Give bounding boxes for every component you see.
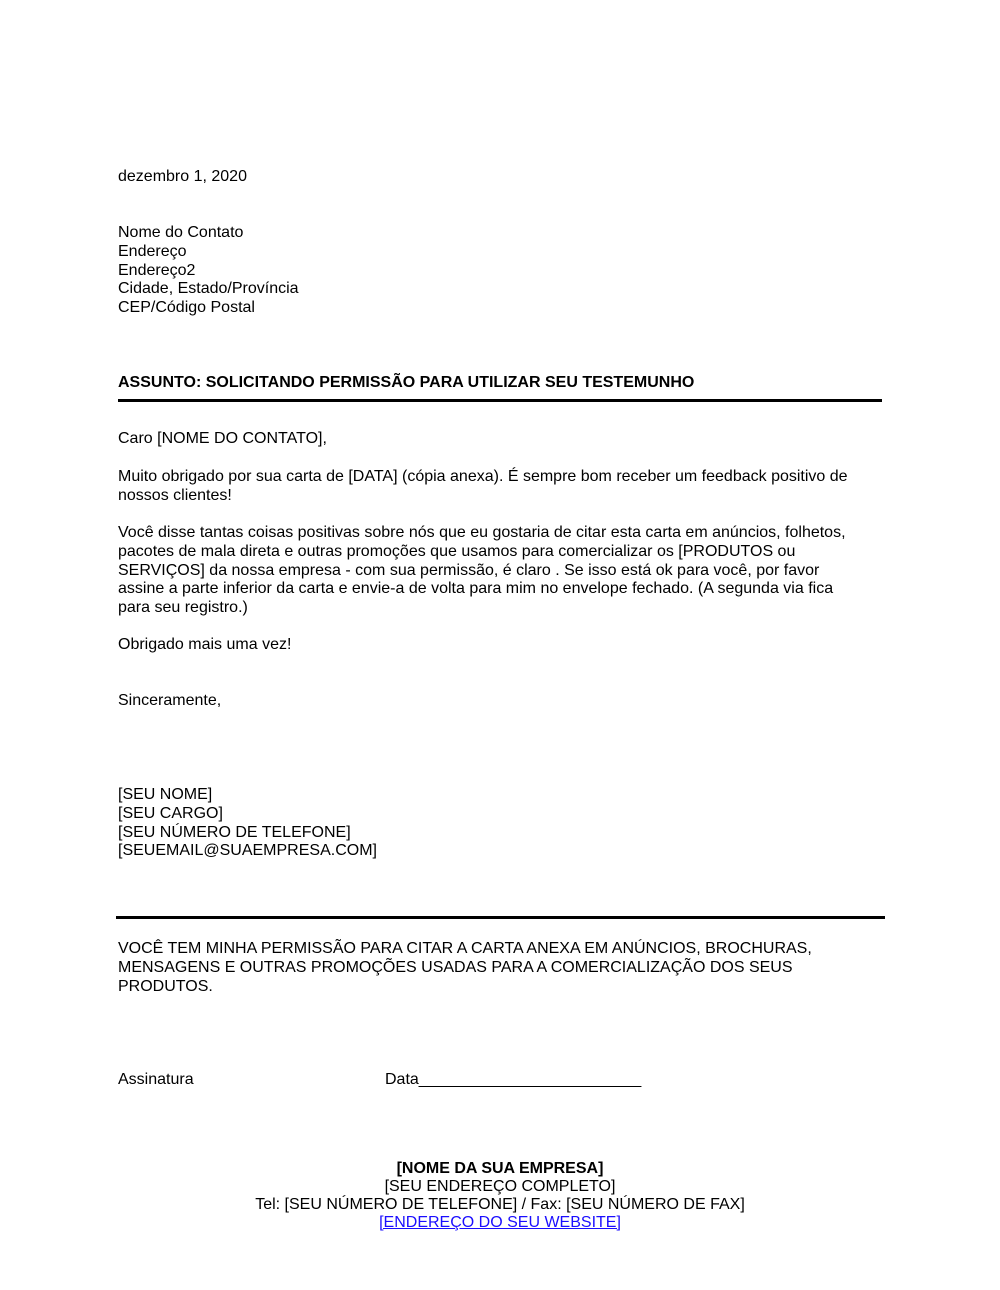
paragraph-2-line: para seu registro.)	[118, 599, 248, 617]
sender-phone: [SEU NÚMERO DE TELEFONE]	[118, 823, 351, 841]
subject-divider	[118, 399, 882, 402]
subject-line: ASSUNTO: SOLICITANDO PERMISSÃO PARA UTILIZAR SEU TESTEMUNHO	[118, 374, 695, 391]
company-footer	[0, 1160, 1000, 1232]
footer-company: [NOME DA SUA EMPRESA]	[396, 1160, 604, 1177]
sender-title: [SEU CARGO]	[118, 804, 223, 822]
recipient-address2: Endereço2	[118, 261, 196, 279]
paragraph-2-line: SERVIÇOS] da nossa empresa - com sua permissão, é claro . Se isso está ok para você, por favor	[118, 561, 820, 579]
sender-email: [SEUEMAIL@SUAEMPRESA.COM]	[118, 842, 377, 860]
footer-website-link[interactable]: [ENDEREÇO DO SEU WEBSITE]	[379, 1214, 621, 1231]
paragraph-1-line: Muito obrigado por sua carta de [DATA] (cópia anexa). É sempre bom receber um feedback positivo de	[118, 468, 848, 485]
date-field[interactable]: Data_________________________	[385, 1071, 642, 1088]
permission-statement	[118, 940, 812, 996]
permission-line: VOCÊ TEM MINHA PERMISSÃO PARA CITAR A CARTA ANEXA EM ANÚNCIOS, BROCHURAS,	[118, 940, 812, 957]
paragraph-2-line: pacotes de mala direta e outras promoções que usamos para comercializar os [PRODUTOS ou	[118, 542, 796, 560]
closing-line: Sinceramente,	[118, 692, 222, 709]
paragraph-2-line: Você disse tantas coisas positivas sobre nós que eu gostaria de citar esta carta em anúncios, folhetos,	[118, 524, 846, 541]
letter-date: dezembro 1, 2020	[118, 168, 247, 185]
paragraph-2	[118, 524, 846, 618]
paragraph-1	[118, 468, 848, 506]
permission-divider	[116, 916, 885, 919]
paragraph-2-line: assine a parte inferior da carta e envie-a de volta para mim no envelope fechado. (A segunda via fica	[118, 580, 834, 598]
recipient-city-state: Cidade, Estado/Província	[118, 280, 299, 298]
sender-name: [SEU NOME]	[118, 786, 213, 803]
footer-contact: Tel: [SEU NÚMERO DE TELEFONE] / Fax: [SEU NÚMERO DE FAX]	[255, 1196, 745, 1213]
thanks-line: Obrigado mais uma vez!	[118, 636, 292, 653]
recipient-name: Nome do Contato	[118, 224, 244, 241]
permission-line: MENSAGENS E OUTRAS PROMOÇÕES USADAS PARA A COMERCIALIZAÇÃO DOS SEUS	[118, 958, 793, 976]
recipient-postal: CEP/Código Postal	[118, 299, 255, 317]
salutation: Caro [NOME DO CONTATO],	[118, 430, 327, 447]
signature-block	[118, 786, 377, 861]
signature-label: Assinatura	[118, 1071, 194, 1088]
footer-address: [SEU ENDEREÇO COMPLETO]	[384, 1178, 616, 1195]
permission-line: PRODUTOS.	[118, 977, 213, 995]
recipient-address1: Endereço	[118, 242, 187, 260]
paragraph-1-line: nossos clientes!	[118, 486, 232, 504]
recipient-block	[118, 224, 299, 318]
